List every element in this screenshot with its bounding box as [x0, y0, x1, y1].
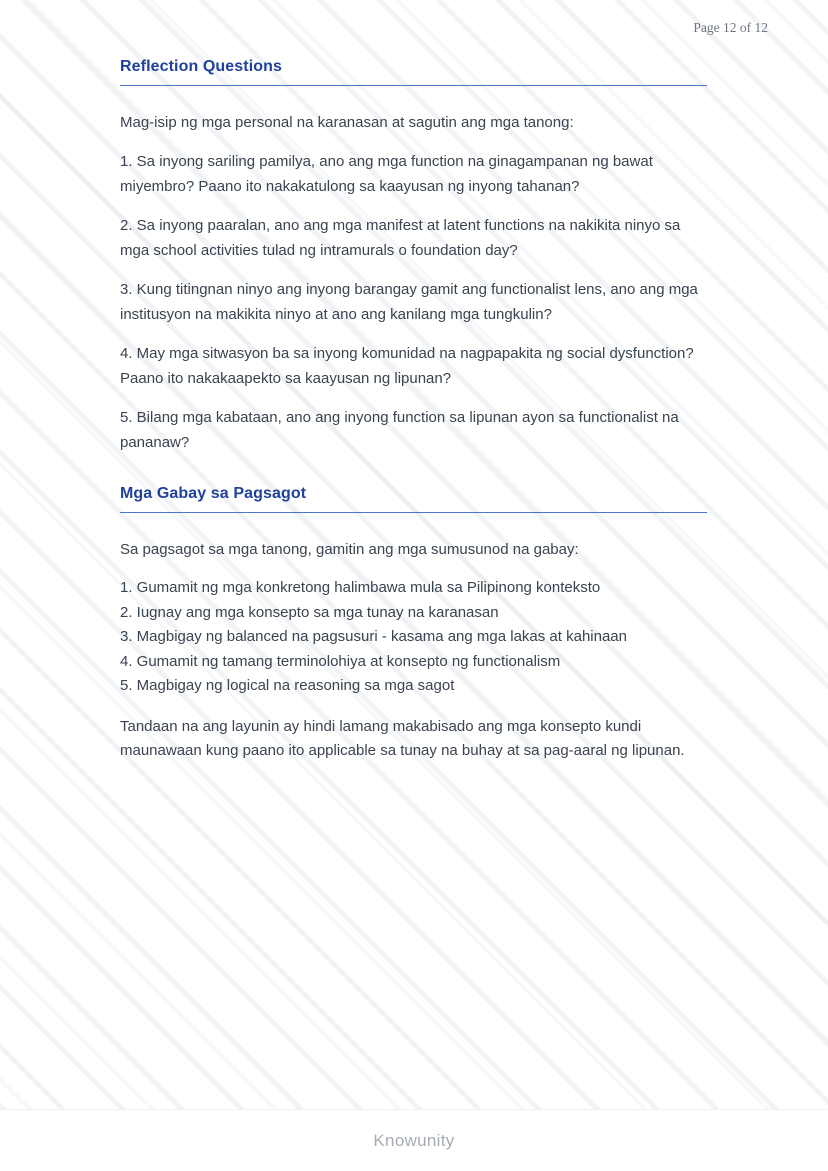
section-heading-mga-gabay-sa-pagsagot: Mga Gabay sa Pagsagot	[120, 485, 707, 513]
page-content	[120, 58, 707, 764]
guidelines-list	[120, 576, 707, 699]
page-number-indicator: Page 12 of 12	[693, 20, 768, 35]
question-paragraph-2: 2. Sa inyong paaralan, ano ang mga manifest at latent functions na nakikita ninyo sa mga school activities tulad ng intramurals o foundation day?	[120, 217, 681, 259]
question-paragraph-1: 1. Sa inyong sariling pamilya, ano ang mga function na ginagampanan ng bawat miyembro? Paano ito nakakatulong sa kaayusan ng inyong tahanan?	[120, 153, 653, 195]
guideline-item-5: 5. Magbigay ng logical na reasoning sa mga sagot	[120, 677, 455, 694]
reflection-intro-paragraph: Mag-isip ng mga personal na karanasan at sagutin ang mga tanong:	[120, 114, 574, 131]
knowunity-brand-watermark: Knowunity	[373, 1130, 455, 1150]
question-paragraph-3: 3. Kung titingnan ninyo ang inyong barangay gamit ang functionalist lens, ano ang mga institusyon na makikita ninyo at ano ang kanilang mga tungkulin?	[120, 281, 698, 323]
guideline-item-2: 2. Iugnay ang mga konsepto sa mga tunay na karanasan	[120, 603, 499, 621]
question-paragraph-5: 5. Bilang mga kabataan, ano ang inyong function sa lipunan ayon sa functionalist na pananaw?	[120, 409, 679, 451]
guideline-item-3: 3. Magbigay ng balanced na pagsusuri - kasama ang mga lakas at kahinaan	[120, 628, 627, 645]
section-heading-reflection-questions: Reflection Questions	[120, 58, 707, 86]
question-paragraph-4: 4. May mga sitwasyon ba sa inyong komunidad na nagpapakita ng social dysfunction? Paano ito nakakaapekto sa kaayusan ng lipunan?	[120, 345, 694, 387]
guideline-item-4: 4. Gumamit ng tamang terminolohiya at konsepto ng functionalism	[120, 652, 561, 670]
guideline-item-1: 1. Gumamit ng mga konkretong halimbawa mula sa Pilipinong konteksto	[120, 579, 601, 596]
closing-note-paragraph: Tandaan na ang layunin ay hindi lamang makabisado ang mga konsepto kundi maunawaan kung paano ito applicable sa tunay na buhay at sa pag-aaral ng lipunan.	[120, 717, 685, 759]
viewer-footer	[0, 1110, 828, 1171]
guidelines-intro-paragraph: Sa pagsagot sa mga tanong, gamitin ang mga sumusunod na gabay:	[120, 541, 579, 558]
